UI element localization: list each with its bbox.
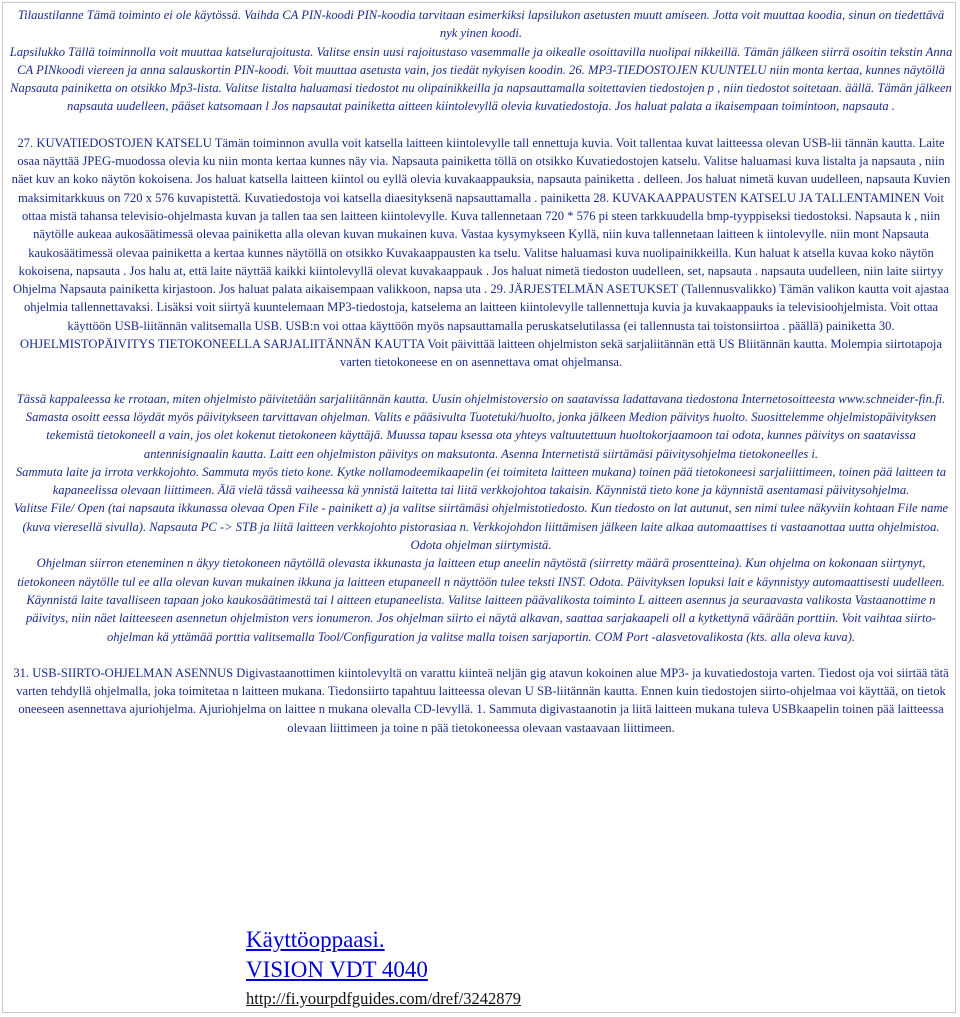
source-url-link[interactable]: http://fi.yourpdfguides.com/dref/3242879 [246,989,521,1008]
paragraph-status-and-pin: Tilaustilanne Tämä toiminto ei ole käytössä. Vaihda CA PIN-koodi PIN-koodia tarvitaan esimerkiksi lapsilukon asetusten muutt amiseen. Jotta voit muuttaa koodia, sinun on tiedettävä nyk yinen koodi. [17,8,945,41]
manual-title-link[interactable]: Käyttöoppaasi. [246,927,385,952]
paragraph-gap [8,372,954,390]
paragraph-serial-connection: Sammuta laite ja irrota verkkojohto. Sammuta myös tieto kone. Kytke nollamodeemikaapelin (ei toimiteta laitteen mukana) toinen pää tietokoneesi sarjaliittimeen, toinen pää laitteen ta kapaneelissa olevaan liittimeen. Älä vielä tässä vaiheessa kä ynnistä laitetta tai liitä verkkojohtoa takaisin. Käynnistä tieto kone ja käynnistä asentamasi päivitysohjelma. [15,464,947,498]
paragraph-gap [8,646,954,664]
paragraph-serial-update-intro: Tässä kappaleessa ke rrotaan, miten ohjelmisto päivitetään sarjaliitännän kautta. Uusin ohjelmistoversio on saatavissa ladattavana tiedostona Internetosoitteesta www.schneider-fin.fi. Samasta osoitt eessa löydät myös päivitykseen tarvittavan ohjelman. Valits e pääsivulta Tuotetuki/huolto, jonka jälkeen Medion päivitys huolto. Suosittelemme ohjelmistopäivityksen tekemistä tietokoneell a vain, jos olet kokenut tietokoneen käyttäjä. Muussa tapau ksessa ota yhteys valtuutettuun huoltokorjaamoon tai odota, kunnes päivitys on saatavissa antennisignaalin kautta. Laitt een ohjelmiston päivitys on maksutonta. Asenna Internetistä siirtämäsi päivitysohjelma tietokoneelles i. [16,391,946,461]
paragraph-usb-installation: 31. USB-SIIRTO-OHJELMAN ASENNUS Digivastaanottimen kiintolevyltä on varattu kiinteä neljän gig atavun kokoinen alue MP3- ja kuvatiedostoja varten. Tiedost oja voi siirtää tätä varten tehdyllä ohjelmalla, joka toimitetaa n laitteen mukana. Tiedonsiirto tapahtuu laitteessa olevan U SB-liitännän kautta. Ennen kuin tiedostojen siirto-ohjelmaa voi käyttää, on tietok oneeseen asennettava ajuriohjelma. Ajuriohjelma on laittee n mukana olevalla CD-levyllä. 1. Sammuta digivastaanotin ja liitä laitteen mukana tuleva USBkaapelin toinen pää laitteessa olevaan liittimeen ja toine n pää tietokoneessa olevaan vastaavaan liittimeen. [13,665,949,735]
paragraph-image-viewing-and-system-settings: 27. KUVATIEDOSTOJEN KATSELU Tämän toiminnon avulla voit katsella laitteen kiintolevylle tall ennettuja kuvia. Voit tallentaa kuvat laitteessa olevan USB-lii tännän kautta. Laite osaa näyttää JPEG-muodossa olevia ku niin monta kertaa kunnes näy via. Napsauta painiketta töllä on otsikko Kuvatiedostojen katselu. Valitse haluamasi kuva listalta ja napsauta , niin näet kuv an koko näytön kokoisena. Jos haluat katsella laitteen kiintol ou eyllä olevia kuvakaappauksia, napsauta painiketta . delleen. Jos haluat nimetä kuvan uudelleen, napsauta Kuvien maksimitarkkuus on 720 x 576 kuvapistettä. Kuvatiedostoja voi katsella diaesityksenä napsauttamalla . painiketta 28. KUVAKAAPPAUSTEN KATSELU JA TALLENTAMINEN Voit ottaa mistä tahansa televisio-ohjelmasta kuvan ja tallen taa sen laitteen kiintolevylle. Kuva tallennetaan 720 * 576 pi steen tarkkuudella bmp-tyyppiseksi tiedostoksi. Napsauta k , niin näytölle aukeaa aukosäätimessä olevaa painiketta alla olevan kuvan mukainen kuva. Vastaa kysymykseen Kyllä, niin kuva tallennetaan laitteen k iintolevylle. niin mont Napsauta kaukosäätimessä olevaa painiketta a kertaa kunnes näytöllä on otsikko Kuvakaappausten ka tselu. Valitse haluamasi kuva nuolipainikkeilla. Kun haluat k atsella kuvaa koko näytön kokoisena, napsauta . Jos halu at, että laite näyttää kaikki kiintolevyllä olevat kuvakaappauk . Jos haluat nimetä tiedoston uudelleen, set, napsauta . napsauta uudelleen, niin laite siirtyy Ohjelma Napsauta painiketta kirjastoon. Jos haluat palata aikaisempaan valikkoon, napsa uta . 29. JÄRJESTELMÄN ASETUKSET (Tallennusvalikko) Tämän valikon kautta voit ajastaa ohjelmia tallennettavaksi. Lisäksi voit siirtyä kuuntelemaan MP3-tiedostoja, katselema an laitteen kiintolevylle tallennettuja kuvia ja kuvakaappauks ia televisioohjelmista. Voit ottaa käyttöön USB-liitännän valitsemalla USB. USB:n voi ottaa käyttöön myös napsauttamalla peruskatselutilassa (ei tallennusta tai toistonsiirtoa . päällä) painiketta 30. OHJELMISTOPÄIVITYS TIETOKONEELLA SARJALIITÄNNÄN KAUTTA Voit päivittää laitteen ohjelmiston sekä sarjaliitännän että US Bliitännän kautta. Molempia siirtotapoja varten tietokoneese en on asennettava omat ohjelmansa. [11,135,951,370]
paragraph-gap [8,116,954,134]
footer-links [246,925,521,1013]
paragraph-open-file: Valitse File/ Open (tai napsauta ikkunassa olevaa Open File - painikett a) ja valitse siirtämäsi ohjelmistotiedosto. Kun tiedosto on lat autunut, sen nimi tulee näkyviin kohtaan File name (kuva vieresellä sivulla). Napsauta PC -> STB ja liitä laitteen verkkojohto pistorasiaa n. Verkkojohdon liittämisen jälkeen laite alkaa automaattises ti vastaanottaa uutta ohjelmistoa. Odota ohjelman siirtymistä. [13,501,949,553]
document-page [2,2,956,1013]
paragraph-transfer-progress: Ohjelman siirron eteneminen n äkyy tietokoneen näytöllä olevasta ikkunasta ja laitteen etup aneelin näytöstä (siirretty määrä prosentteina). Kun ohjelma on kokonaan siirtynyt, tietokoneen näytölle tul ee alla olevan kuvan mukainen ikkuna ja laitteen etupaneell n näyttöön tulee teksti INST. Odota. Päivityksen lopuksi lait e käynnistyy automaattisesti uudelleen. Käynnistä laite tavalliseen tapaan joko kaukosäätimestä tai l aitteen etupaneelista. Valitse laitteen päävalikosta toiminto L aitteen asennus ja seuraavasta valikosta Vastaanottime n päivitys, niin näet laitteeseen asennetun ohjelmiston vers ionumeron. Jos ohjelman siirto ei näytä alkavan, saattaa sarjakaapeli oll a kytkettynä väärään porttiin. Voit vaihtaa siirto-ohjelman kä yttämää porttia valitsemalla Tool/Configuration ja valitse malla toisen sarjaportin. COM Port -alasvetovalikosta (kts. alla oleva kuva). [17,556,945,644]
model-link[interactable]: VISION VDT 4040 [246,957,428,982]
document-body [8,6,954,737]
paragraph-parental-lock-and-mp3: Lapsilukko Tällä toiminnolla voit muuttaa katselurajoitusta. Valitse ensin uusi rajoitustaso vasemmalle ja oikealle osoittavilla nuolipai nikkeillä. Tämän jälkeen siirrä osoitin tekstin Anna CA PINkoodi viereen ja anna salauskortin PIN-koodi. Voit muuttaa asetusta vain, jos tiedät nykyisen koodin. 26. MP3-TIEDOSTOJEN KUUNTELU niin monta kertaa, kunnes näytöllä Napsauta painiketta on otsikko Mp3-lista. Valitse listalta haluamasi tiedostot nu olipainikkeilla ja napsauttamalla soitettavien tiedostojen p , niin tiedostot soitetaan. äällä. Tämän jälkeen napsauta uudelleen, pääset katsomaan l Jos napsautat painiketta aitteen kiintolevyllä olevia kuvatiedostoja. Jos haluat palata a ikaisempaan toimintoon, napsauta . [9,44,953,114]
